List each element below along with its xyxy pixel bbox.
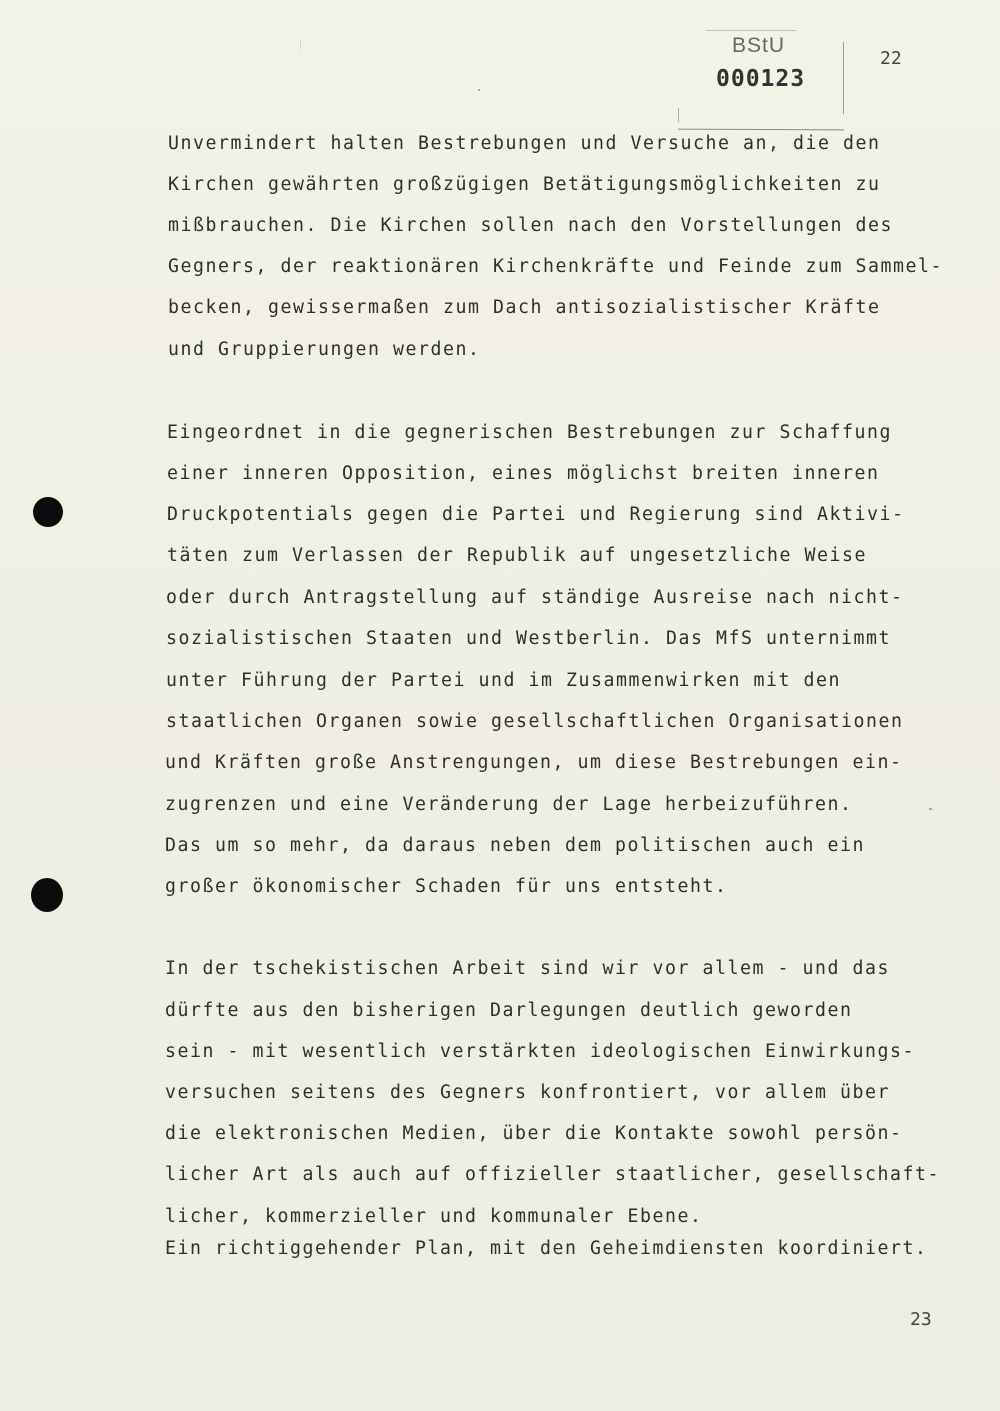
text-line: Ein richtiggehender Plan, mit den Geheimdiensten koordiniert. (165, 1238, 928, 1259)
stamp-border (843, 42, 844, 114)
text-line: becken, gewissermaßen zum Dach antisozialistischer Kräfte (168, 297, 881, 318)
text-line: sein - mit wesentlich verstärkten ideologischen Einwirkungs- (165, 1041, 915, 1062)
page-number-bottom: 23 (910, 1309, 932, 1330)
text-line: und Kräften große Anstrengungen, um diese Bestrebungen ein- (165, 752, 903, 773)
paper-speck (929, 808, 932, 810)
archive-stamp (676, 28, 844, 130)
text-line: einer inneren Opposition, eines möglichst breiten inneren (167, 463, 880, 484)
text-line: oder durch Antragstellung auf ständige Ausreise nach nicht- (166, 587, 904, 608)
text-line: sozialistischen Staaten und Westberlin. Das MfS unternimmt (166, 628, 891, 649)
text-line: Gegners, der reaktionären Kirchenkräfte und Feinde zum Sammel- (168, 256, 943, 277)
stamp-border (678, 108, 679, 122)
text-line: Kirchen gewährten großzügigen Betätigungsmöglichkeiten zu (168, 174, 881, 195)
text-line: täten zum Verlassen der Republik auf ungesetzliche Weise (167, 545, 867, 566)
text-line: Druckpotentials gegen die Partei und Regierung sind Aktivi- (167, 504, 905, 525)
punch-hole (31, 878, 63, 912)
text-line: mißbrauchen. Die Kirchen sollen nach den Vorstellungen des (168, 215, 893, 236)
text-line: versuchen seitens des Gegners konfrontiert, vor allem über (165, 1082, 890, 1103)
stamp-number: 000123 (716, 66, 806, 92)
stamp-border (706, 30, 796, 31)
text-line: licher Art als auch auf offizieller staatlicher, gesellschaft- (165, 1164, 940, 1185)
text-line: licher, kommerzieller und kommunaler Ebene. (165, 1206, 703, 1227)
text-line: dürfte aus den bisherigen Darlegungen deutlich geworden (165, 1000, 853, 1021)
stamp-organization: BStU (732, 34, 786, 57)
punch-hole (33, 497, 63, 527)
paper-speck (300, 40, 301, 50)
text-line: zugrenzen und eine Veränderung der Lage herbeizuführen. (165, 794, 853, 815)
text-line: Eingeordnet in die gegnerischen Bestrebungen zur Schaffung (167, 422, 892, 443)
text-line: die elektronischen Medien, über die Kontakte sowohl persön- (165, 1123, 903, 1144)
text-line: großer ökonomischer Schaden für uns entsteht. (165, 876, 728, 897)
text-line: und Gruppierungen werden. (168, 339, 481, 360)
text-line: Unvermindert halten Bestrebungen und Versuche an, die den (168, 133, 881, 154)
text-line: staatlichen Organen sowie gesellschaftlichen Organisationen (166, 711, 904, 732)
paper-speck (478, 89, 480, 91)
page-number-top: 22 (880, 48, 902, 69)
text-line: unter Führung der Partei und im Zusammenwirken mit den (166, 670, 841, 691)
stamp-border (678, 129, 844, 131)
text-line: In der tschekistischen Arbeit sind wir vor allem - und das (165, 958, 890, 979)
text-line: Das um so mehr, da daraus neben dem politischen auch ein (165, 835, 865, 856)
